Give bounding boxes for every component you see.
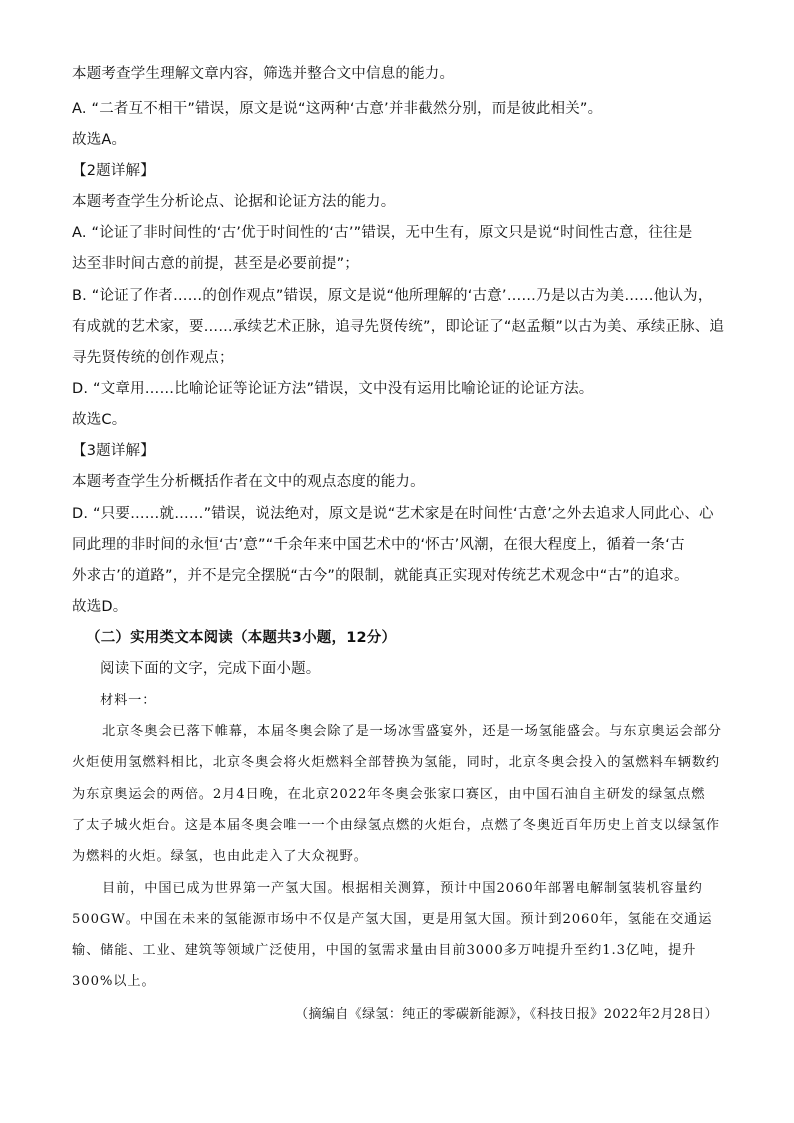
section-heading-q3: 【3题详解】	[72, 443, 155, 459]
analysis-option-a-q2: A. “论证了非时间性的‘古’优于时间性的‘古’”错误，无中生有，原文只是说“时间性古意，往往是	[72, 225, 693, 241]
material-paragraph-1-line-4: 了太子城火炬台。这是本届冬奥会唯一一个由绿氢点燃的火炬台，点燃了冬奥近百年历史上首支以绿氢作	[72, 818, 721, 833]
analysis-option-a-q1: A. “二者互不相干”错误，原文是说“这两种‘古意’并非截然分别，而是彼此相关”。	[72, 101, 603, 117]
material-paragraph-1-line-1: 北京冬奥会已落下帷幕，本届冬奥会除了是一场冰雪盛宴外，还是一场氢能盛会。与东京奥运会部分	[102, 724, 722, 739]
source-citation: （摘编自《绿氢：纯正的零碳新能源》，《科技日报》2022年2月28日）	[295, 1007, 718, 1022]
analysis-intro-q2: 本题考查学生分析论点、论据和论证方法的能力。	[72, 194, 396, 210]
material-paragraph-1-line-2: 火炬使用氢燃料相比，北京冬奥会将火炬燃料全部替换为氢能，同时，北京冬奥会投入的氢燃料车辆数约	[72, 755, 721, 770]
material-paragraph-2-line-3: 输、储能、工业、建筑等领域广泛使用，中国的氢需求量由目前3000多万吨提升至约1.3亿吨，提升	[72, 943, 697, 958]
answer-q2: 故选C。	[72, 412, 127, 428]
material-paragraph-2-line-4: 300%以上。	[72, 974, 156, 989]
analysis-option-b-q2-cont: 有成就的艺术家，要……承续艺术正脉，追寻先贤传统”，即论证了“赵孟頫”以古为美、承续正脉、追	[72, 319, 724, 335]
section-heading-q2: 【2题详解】	[72, 163, 155, 179]
section-title-practical-reading: （二）实用类文本阅读（本题共3小题，12分）	[86, 630, 397, 646]
analysis-option-a-q2-cont: 达至非时间古意的前提，甚至是必要前提”；	[72, 256, 360, 272]
analysis-option-b-q2-end: 寻先贤传统的创作观点；	[72, 350, 234, 366]
reading-instruction: 阅读下面的文字，完成下面小题。	[100, 661, 321, 677]
analysis-option-d-q2: D. “文章用……比喻论证等论证方法”错误，文中没有运用比喻论证的论证方法。	[72, 381, 594, 397]
analysis-intro-q1: 本题考查学生理解文章内容，筛选并整合文中信息的能力。	[72, 66, 455, 82]
answer-q3: 故选D。	[72, 599, 128, 615]
analysis-intro-q3: 本题考查学生分析概括作者在文中的观点态度的能力。	[72, 474, 425, 490]
answer-q1: 故选A。	[72, 132, 127, 148]
analysis-option-d-q3-cont: 同此理的非时间的永恒‘古’意”“千余年来中国艺术中的‘怀古’风潮，在很大程度上，循着一条‘古	[72, 537, 685, 553]
material-paragraph-1-line-5: 为燃料的火炬。绿氢，也由此走入了大众视野。	[72, 849, 368, 864]
material-paragraph-1-line-3: 为东京奥运会的两倍。2月4日晚，在北京2022年冬奥会张家口赛区，由中国石油自主研发的绿氢点燃	[72, 787, 706, 802]
analysis-option-d-q3: D. “只要……就……”错误，说法绝对，原文是说“艺术家是在时间性‘古意’之外去追求人同此心、心	[72, 506, 714, 522]
material-label: 材料一：	[100, 693, 157, 708]
material-paragraph-2-line-1: 目前，中国已成为世界第一产氢大国。根据相关测算，预计中国2060年部署电解制氢装机容量约	[102, 881, 703, 896]
material-paragraph-2-line-2: 500GW。中国在未来的氢能源市场中不仅是产氢大国，更是用氢大国。预计到2060年，氢能在交通运	[72, 912, 713, 927]
analysis-option-b-q2: B. “论证了作者……的创作观点”错误，原文是说“他所理解的‘古意’……乃是以古为美……他认为，	[72, 288, 713, 304]
analysis-option-d-q3-end: 外求古’的道路”，并不是完全摆脱“古今”的限制，就能真正实现对传统艺术观念中“古”的追求。	[72, 568, 689, 584]
